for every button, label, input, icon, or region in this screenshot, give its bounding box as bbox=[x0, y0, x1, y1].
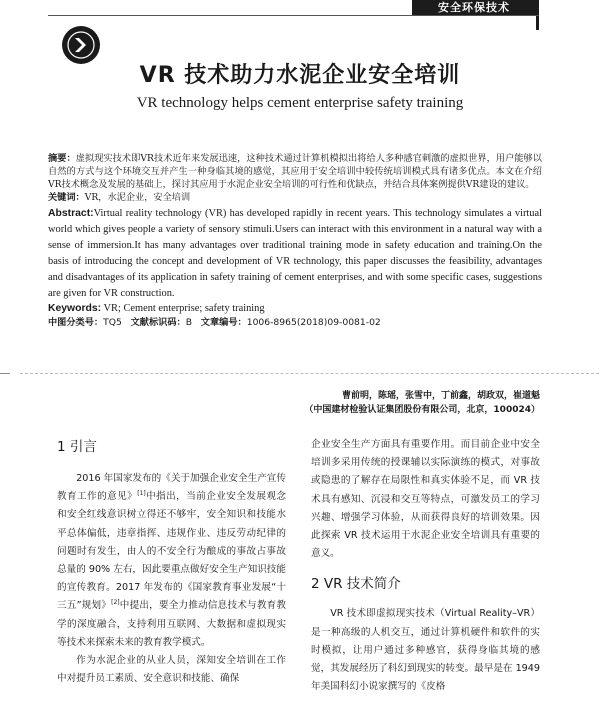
citation-1: [1] bbox=[137, 490, 146, 498]
clc-label: 中图分类号： bbox=[48, 317, 104, 328]
keywords-cn bbox=[48, 191, 542, 204]
abstract-cn-text: 虚拟现实技术即VR技术近年来发展迅速，这种技术通过计算机模拟出将给人多种感官刺激的虚拟世界，用户能够以自然的方式与这个环境交互并产生一种身临其境的感觉，其应用于安全培训中较传统培训模式具有诸多优点。本文在介绍VR技术概念及发展的基础上，探讨其应用于水泥企业安全培训的可行性和优缺点，并结合具体案例提供VR建设的建议。 bbox=[48, 153, 542, 190]
keywords-en-label: Keywords: bbox=[48, 303, 102, 314]
section-label: 安全环保技术 bbox=[438, 1, 510, 14]
doc-code-value: B bbox=[185, 317, 193, 328]
keywords-en bbox=[48, 302, 542, 316]
section-1-paragraph-1 bbox=[57, 470, 286, 652]
title-en: VR technology helps cement enterprise safety training bbox=[136, 95, 464, 111]
author-block bbox=[300, 389, 540, 417]
classification-line bbox=[48, 316, 542, 330]
abstract-en-label: Abstract: bbox=[48, 208, 94, 219]
section-1-p1-part-b: 中指出，当前企业安全发展观念和安全红线意识树立得还不够牢，安全知识和技能水平总体偏低，违章指挥、违规作业、违反劳动纪律的问题时有发生，由人的不安全行为酿成的事故占事故总量的 90% 左右，因此要重点做好安全生产知识技能的宣传教育。2017 年发布的《国家教育事业发展“十三五”规划》 bbox=[57, 491, 287, 612]
abstract-en-text: Virtual reality technology (VR) has developed rapidly in recent years. This technology simulates a virtual world which gives people a variety of sensory stimuli.Users can interact with this environment in a natural way with a sense of immersion.It has many advantages over traditional training mode in safety education and training.On the basis of introducing the concept and development of VR technology, this paper discusses the feasibility, advantages and disadvantages of its application in safety training of cement enterprises, and with some specific cases, suggestions are given for VR construction. bbox=[48, 208, 542, 299]
doc-code-label: 文献标识码： bbox=[130, 317, 186, 328]
section-2-paragraph-1: VR 技术即虚拟现实技术（Virtual Reality–VR）是一种高级的人机交互，通过计算机硬件和软件的实时模拟，让用户通过多种感官，获得身临其境的感觉，其发展经历了科幻到现实的转变。最早是在 1949 年美国科幻小说家撰写的《皮格 bbox=[311, 608, 540, 693]
clc-value: TQ5 bbox=[103, 317, 122, 328]
citation-2: [2] bbox=[111, 599, 120, 607]
article-no-label: 文章编号： bbox=[200, 317, 247, 328]
section-1-p1-part-a: 2016 年国家发布的《关于加强企业安全生产宣传教育工作的意见》 bbox=[57, 473, 286, 503]
title-cn: VR 技术助力水泥企业安全培训 bbox=[139, 63, 461, 88]
keywords-cn-label: 关键词： bbox=[48, 192, 85, 203]
section-2-heading: 2 VR 技术简介 bbox=[311, 576, 401, 593]
abstract-block bbox=[48, 152, 542, 330]
keywords-en-text: VR; Cement enterprise; safety training bbox=[103, 303, 265, 314]
abstract-cn bbox=[48, 152, 542, 191]
column-left bbox=[57, 436, 286, 688]
abstract-cn-label: 摘要： bbox=[48, 153, 76, 164]
keywords-cn-text: VR，水泥企业，安全培训 bbox=[84, 192, 191, 203]
author-affiliation: （中国建材检验认证集团股份有限公司，北京，100024） bbox=[304, 405, 540, 415]
divider bbox=[20, 373, 600, 374]
abstract-en bbox=[48, 206, 542, 302]
article-no-value: 1006-8965(2018)09-0081-02 bbox=[246, 317, 381, 328]
header-line bbox=[48, 15, 539, 16]
section-1-paragraph-3: 企业安全生产方面具有重要作用。而目前企业中安全培训多采用传统的授课辅以实际演练的模式，对事故或隐患的了解存在局限性和真实体验不足，而 VR 技术具有感知、沉浸和交互等特点，可激发员工的学习兴趣、增强学习体验，从而获得良好的培训效果。因此探索 VR 技术运用于水泥企业安全培训具有重要的意义。 bbox=[311, 439, 540, 560]
column-right bbox=[311, 436, 540, 696]
section-1-paragraph-2: 作为水泥企业的从业人员，深知安全培训在工作中对提升员工素质、安全意识和技能、确保 bbox=[57, 655, 286, 685]
author-names: 曹前明，陈瑶，张雪中，丁前鑫，胡政双，崔道魁 bbox=[341, 391, 540, 401]
section-1-p1-part-c: 中提出，要全力推动信息技术与教育教学的深度融合，支持利用互联网、大数据和虚拟现实等技术来探索未来的教育教学模式。 bbox=[57, 600, 286, 648]
divider-short bbox=[0, 373, 10, 374]
section-1-heading: 1 引言 bbox=[57, 439, 97, 455]
